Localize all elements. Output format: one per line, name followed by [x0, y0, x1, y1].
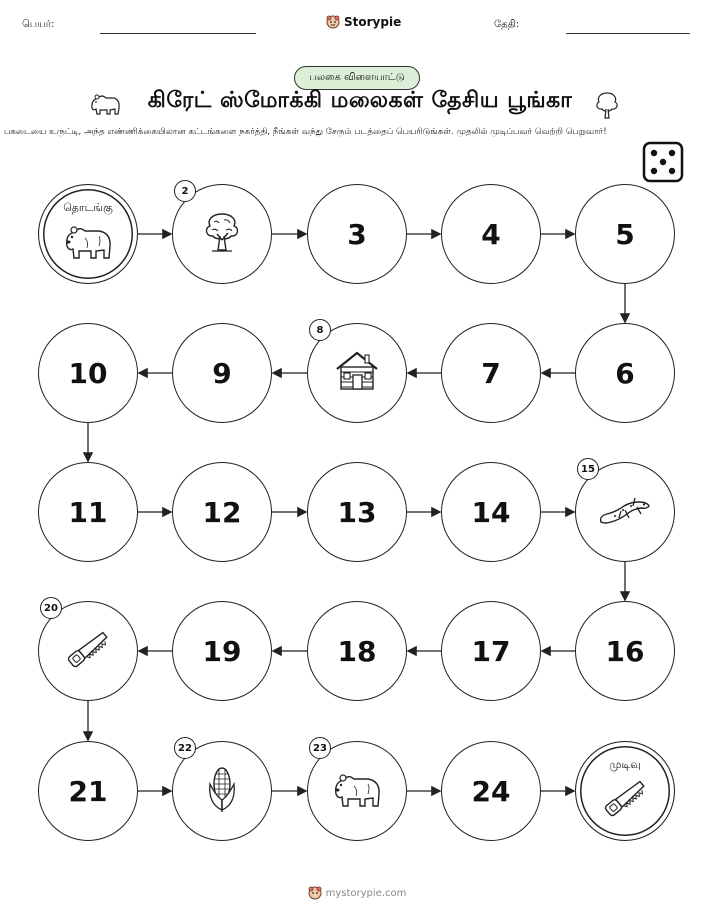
space-number: 24	[471, 774, 511, 808]
space-number-tag: 15	[577, 458, 599, 480]
board-space-18[interactable]	[307, 601, 407, 701]
space-number-tag: 2	[174, 180, 196, 202]
space-number: 14	[471, 495, 511, 529]
board-space-17[interactable]	[441, 601, 541, 701]
space-number: 12	[202, 495, 242, 529]
page-title: கிரேட் ஸ்மோக்கி மலைகள் தேசிய பூங்கா	[147, 88, 573, 113]
space-number: 7	[481, 356, 501, 390]
game-type-badge: பலகை விளையாட்டு	[294, 66, 420, 90]
space-number: 6	[615, 356, 635, 390]
space-number-tag: 20	[40, 597, 62, 619]
space-number: 5	[615, 217, 635, 251]
corn-icon	[202, 764, 242, 818]
space-number: 9	[212, 356, 232, 390]
space-number: 18	[337, 634, 377, 668]
space-number: 13	[337, 495, 377, 529]
finish-space[interactable]	[575, 741, 675, 841]
space-number: 19	[202, 634, 242, 668]
footer-url[interactable]: mystorypie.com	[325, 887, 407, 899]
board-space-16[interactable]	[575, 601, 675, 701]
board-space-4[interactable]	[441, 184, 541, 284]
bear-icon	[61, 220, 115, 266]
board-space-10[interactable]	[38, 323, 138, 423]
saw-icon	[62, 623, 114, 679]
space-number-tag: 23	[309, 737, 331, 759]
cabin-icon	[333, 349, 381, 397]
salamander-icon	[597, 492, 653, 532]
board-space-24[interactable]	[441, 741, 541, 841]
space-number-tag: 8	[309, 319, 331, 341]
board-space-13[interactable]	[307, 462, 407, 562]
instructions: பகடையை உருட்டி, அந்த எண்ணிக்கையிலான கட்டங்களை நகர்த்தி, நீங்கள் வந்து சேரும் படத்தைப் பெயரிடுங்கள். முதலில் முடிப்பவர் வெற்றி பெறுவார்!	[4, 127, 607, 137]
name-label: பெயர்:	[22, 19, 55, 30]
bear-icon	[330, 768, 384, 814]
board-space-7[interactable]	[441, 323, 541, 423]
space-number: 3	[347, 217, 367, 251]
storypie-mascot-icon	[308, 886, 322, 900]
board-space-12[interactable]	[172, 462, 272, 562]
saw-icon	[599, 772, 651, 828]
board-space-11[interactable]	[38, 462, 138, 562]
date-label: தேதி:	[494, 19, 520, 30]
start-label: தொடங்கு	[63, 201, 113, 214]
space-number: 10	[68, 356, 108, 390]
space-number: 4	[481, 217, 501, 251]
space-number: 16	[605, 634, 645, 668]
board-space-6[interactable]	[575, 323, 675, 423]
board-space-9[interactable]	[172, 323, 272, 423]
board-space-3[interactable]	[307, 184, 407, 284]
brand-name: Storypie	[344, 15, 402, 29]
space-number: 21	[68, 774, 108, 808]
space-number-tag: 22	[174, 737, 196, 759]
space-number: 17	[471, 634, 511, 668]
board-space-19[interactable]	[172, 601, 272, 701]
space-number: 11	[68, 495, 108, 529]
board-space-14[interactable]	[441, 462, 541, 562]
start-space[interactable]	[38, 184, 138, 284]
board-space-5[interactable]	[575, 184, 675, 284]
tree-icon	[200, 210, 244, 258]
footer	[0, 886, 714, 900]
finish-label: முடிவு	[609, 758, 641, 771]
board-space-21[interactable]	[38, 741, 138, 841]
